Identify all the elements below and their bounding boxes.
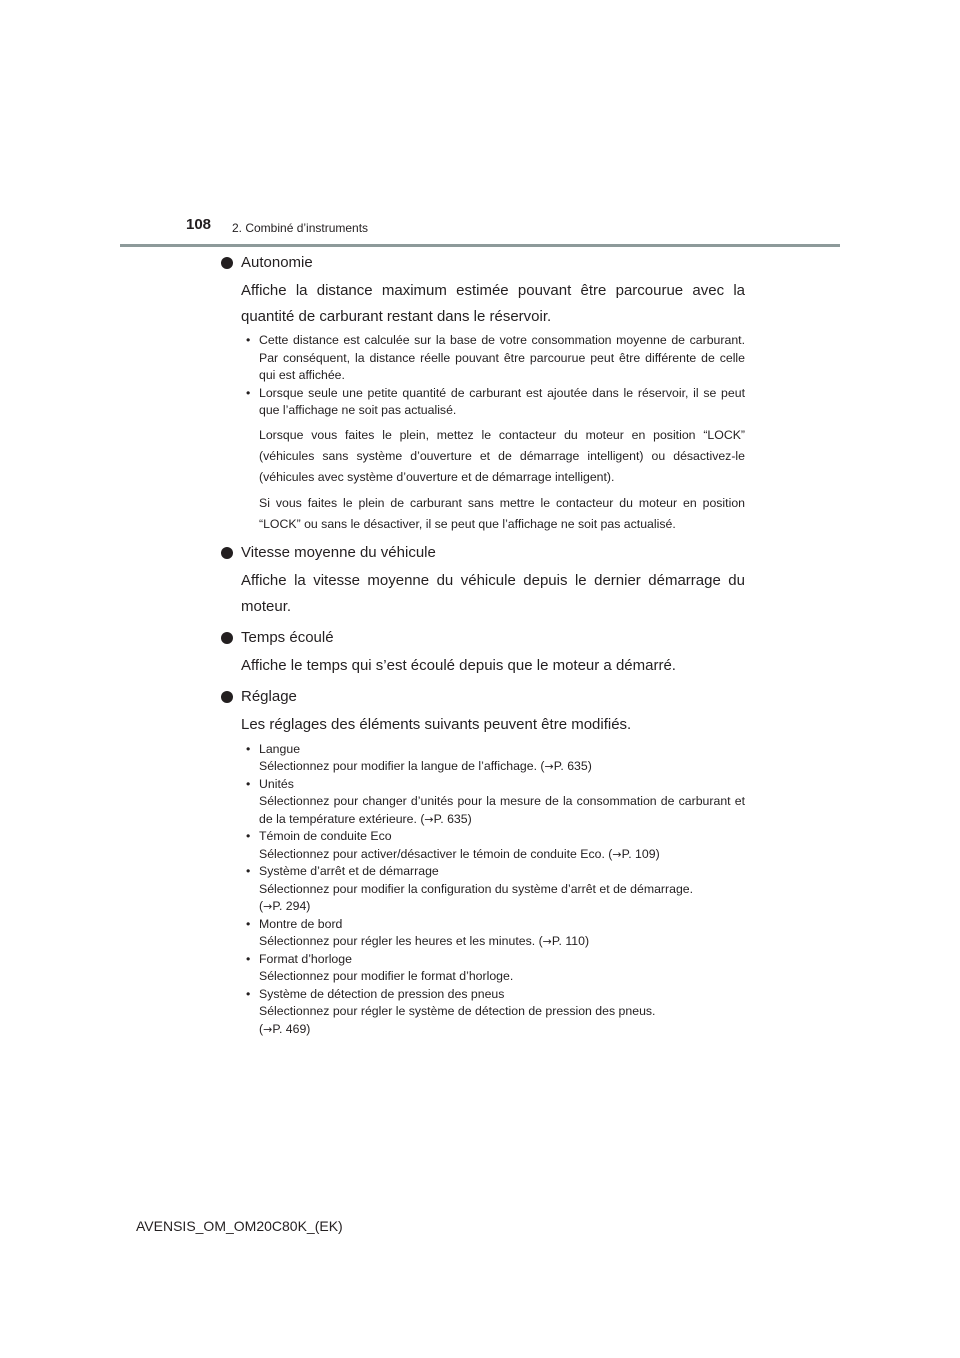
note-bullet-icon: • [246,864,251,878]
setting-desc: Sélectionnez pour régler le système de détection de pression des pneus. (→P. 469) [259,1004,656,1036]
section-reglage [221,686,745,1039]
arrow-right-icon: → [542,935,552,948]
section-temps-ecoule [221,627,745,679]
setting-name: Format d’horloge [259,951,352,966]
arrow-right-icon: → [544,760,554,773]
page-reference-link[interactable]: P. 109 [621,846,656,861]
setting-desc-text: Sélectionnez pour modifier la langue de l’affichage. [259,759,538,773]
section-title-reglage [221,686,745,708]
section-description: Les réglages des éléments suivants peuvent être modifiés. [241,715,632,733]
setting-item-pression-pneus [241,986,745,1039]
note-bullet-icon: • [246,951,251,966]
note-bullet-icon: • [246,916,251,931]
setting-desc-text: Sélectionnez pour modifier la configuration du système d’arrêt et de démarrage. [259,881,694,896]
bullet-dot-icon [221,257,233,269]
section-autonomie [221,252,745,535]
setting-desc-text: Sélectionnez pour régler les heures et les minutes. [259,934,536,948]
section-title-text: Vitesse moyenne du véhicule [241,543,436,561]
setting-desc: Sélectionnez pour modifier la configuration du système d’arrêt et de démarrage. (→P. 294) [259,881,694,913]
note-paragraph: Lorsque vous faites le plein, mettez le contacteur du moteur en position “LOCK” (véhicules sans système d’ouverture et de démarrage intelligent) ou désactivez-le (véhicules avec système d’ouverture et de démarrage intelligent). [259,427,745,484]
setting-item-stop-start [241,863,745,916]
note-item [241,385,745,420]
note-text: Lorsque seule une petite quantité de carburant est ajoutée dans le réservoir, il se peut que l’affichage ne soit pas actualisé. [259,385,745,417]
arrow-right-icon: → [424,812,434,826]
section-title-text: Temps écoulé [241,628,334,646]
section-title-vitesse [221,542,745,564]
section-description: Affiche la vitesse moyenne du véhicule depuis le dernier démarrage du moteur. [241,571,745,615]
setting-name: Montre de bord [259,916,343,931]
note-bullet-icon: • [246,741,251,756]
setting-desc-text: Sélectionnez pour changer d’unités pour la mesure de la consommation de carburant et de la température extérieure. [259,794,745,826]
chapter-title: 2. Combiné d’instruments [232,221,369,235]
note-bullet-icon: • [246,333,251,347]
bullet-dot-icon [221,632,233,644]
setting-name: Témoin de conduite Eco [259,829,392,843]
setting-name: Système de détection de pression des pneus [259,986,505,1001]
setting-desc: Sélectionnez pour modifier la langue de l’affichage. (→P. 635) [259,759,592,773]
note-paragraph: Si vous faites le plein de carburant sans mettre le contacteur du moteur en position “LOCK” ou sans le désactiver, il se peut que l’affichage ne soit pas actualisé. [259,495,745,531]
note-text: Cette distance est calculée sur la base de votre consommation moyenne de carburant. Par conséquent, la distance réelle pouvant être parcourue peut être différente de celle qui est affichée. [259,333,745,382]
section-title-text: Autonomie [241,254,313,271]
settings-list [241,741,745,1039]
setting-desc-text: Sélectionnez pour activer/désactiver le témoin de conduite Eco. [259,846,605,861]
page-number: 108 [186,216,212,233]
page-content [221,252,745,1038]
setting-desc: Sélectionnez pour changer d’unités pour la mesure de la consommation de carburant et de la température extérieure. (→P. 635) [259,794,745,826]
section-title-text: Réglage [241,687,297,705]
setting-item-format-horloge [241,951,745,986]
setting-item-unites [241,776,745,829]
setting-name: Système d’arrêt et de démarrage [259,864,439,878]
arrow-right-icon: → [263,900,273,913]
bullet-dot-icon [221,691,233,703]
note-item [241,332,745,385]
setting-desc: Sélectionnez pour activer/désactiver le témoin de conduite Eco. (→P. 109) [259,846,660,861]
setting-name: Unités [259,776,294,791]
setting-name: Langue [259,741,301,756]
section-title-autonomie [221,252,745,274]
setting-item-temoin-eco [241,828,745,863]
page-reference-link[interactable]: P. 110 [551,934,585,948]
document-code: AVENSIS_OM_OM20C80K_(EK) [136,1218,343,1234]
note-bullet-icon: • [246,385,251,400]
page-reference-link[interactable]: P. 635 [553,759,588,773]
section-description: Affiche le temps qui s’est écoulé depuis que le moteur a démarré. [241,656,676,674]
note-bullet-icon: • [246,986,251,1001]
bullet-dot-icon [221,547,233,559]
page-header [0,0,960,250]
setting-desc-text: Sélectionnez pour régler le système de détection de pression des pneus. [259,1004,656,1018]
note-bullet-icon: • [246,829,251,843]
page-reference-link[interactable]: P. 469 [272,1021,307,1036]
page-reference-link[interactable]: P. 635 [433,811,468,826]
section-title-temps [221,627,745,649]
setting-item-montre [241,916,745,951]
header-divider [120,244,840,247]
setting-desc: Sélectionnez pour régler les heures et les minutes. (→P. 110) [259,934,590,948]
arrow-right-icon: → [263,1022,273,1036]
note-bullet-icon: • [246,776,251,791]
section-vitesse-moyenne [221,542,745,620]
setting-item-langue [241,741,745,776]
arrow-right-icon: → [612,847,622,861]
section-description: Affiche la distance maximum estimée pouvant être parcourue avec la quantité de carburant restant dans le réservoir. [241,282,745,325]
page-reference-link[interactable]: P. 294 [272,899,307,913]
setting-desc: Sélectionnez pour modifier le format d’horloge. [259,969,514,983]
notes-list [241,332,745,535]
